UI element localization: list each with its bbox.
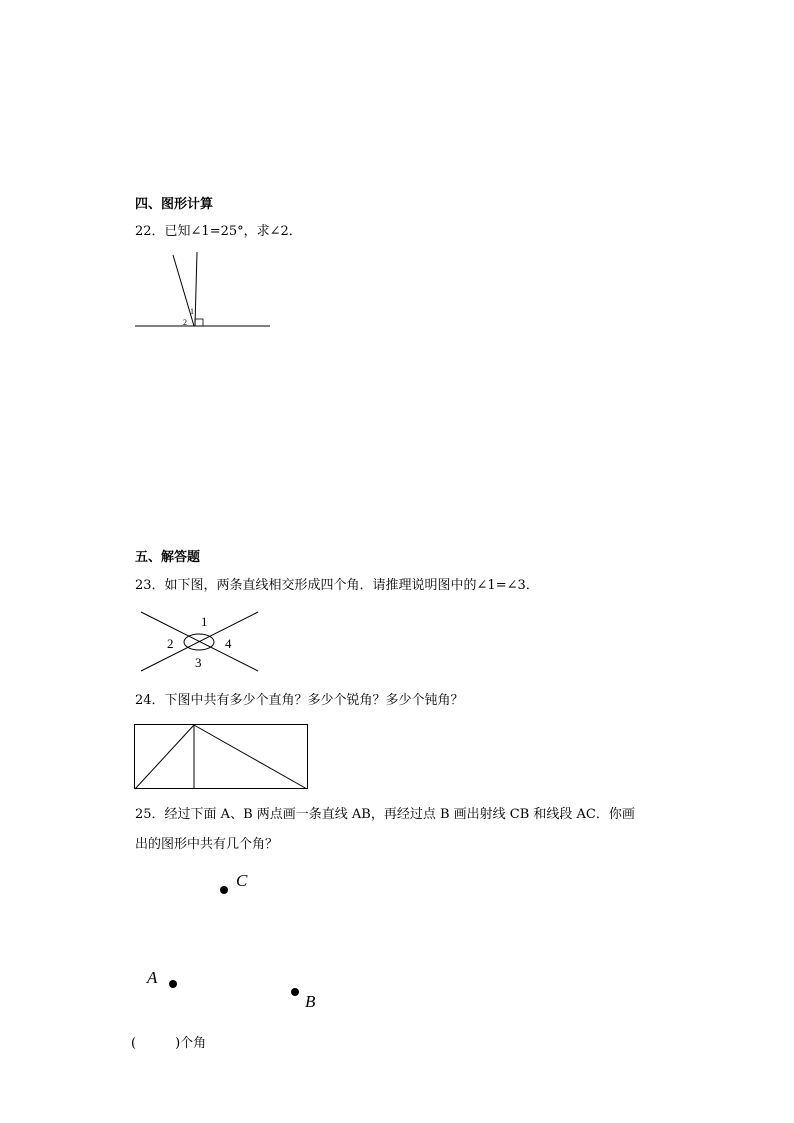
- question-22-text: 22．已知∠1=25°，求∠2．: [135, 224, 302, 239]
- q25-point-c-label: C: [236, 871, 248, 890]
- q25-answer-blank[interactable]: ( )个角: [131, 1036, 207, 1051]
- q22-angle-1-label: 1: [190, 307, 194, 316]
- section-five-heading: 五、解答题: [135, 550, 201, 565]
- q25-point-a-label: A: [147, 968, 158, 987]
- q25-point-a: [169, 980, 177, 988]
- q23-angle-3-label: 3: [195, 655, 202, 670]
- question-25-line-2: 出的图形中共有几个角？: [135, 837, 279, 852]
- q25-point-b: [291, 988, 299, 996]
- q23-angle-2-label: 2: [167, 636, 174, 651]
- section-four-heading: 四、图形计算: [135, 197, 214, 212]
- question-24-text: 24．下图中共有多少个直角？多少个锐角？多少个钝角？: [135, 693, 464, 708]
- q25-point-c: [220, 886, 228, 894]
- q23-angle-4-label: 4: [225, 636, 232, 651]
- q22-angle-2-label: 2: [183, 318, 187, 327]
- q25-point-b-label: B: [305, 992, 316, 1011]
- question-23-text: 23．如下图，两条直线相交形成四个角．请推理说明图中的∠1=∠3．: [135, 578, 539, 593]
- question-25-line-1: 25．经过下面 A、B 两点画一条直线 AB，再经过点 B 画出射线 CB 和线段 AC．你画: [135, 807, 635, 822]
- q23-angle-1-label: 1: [201, 614, 208, 629]
